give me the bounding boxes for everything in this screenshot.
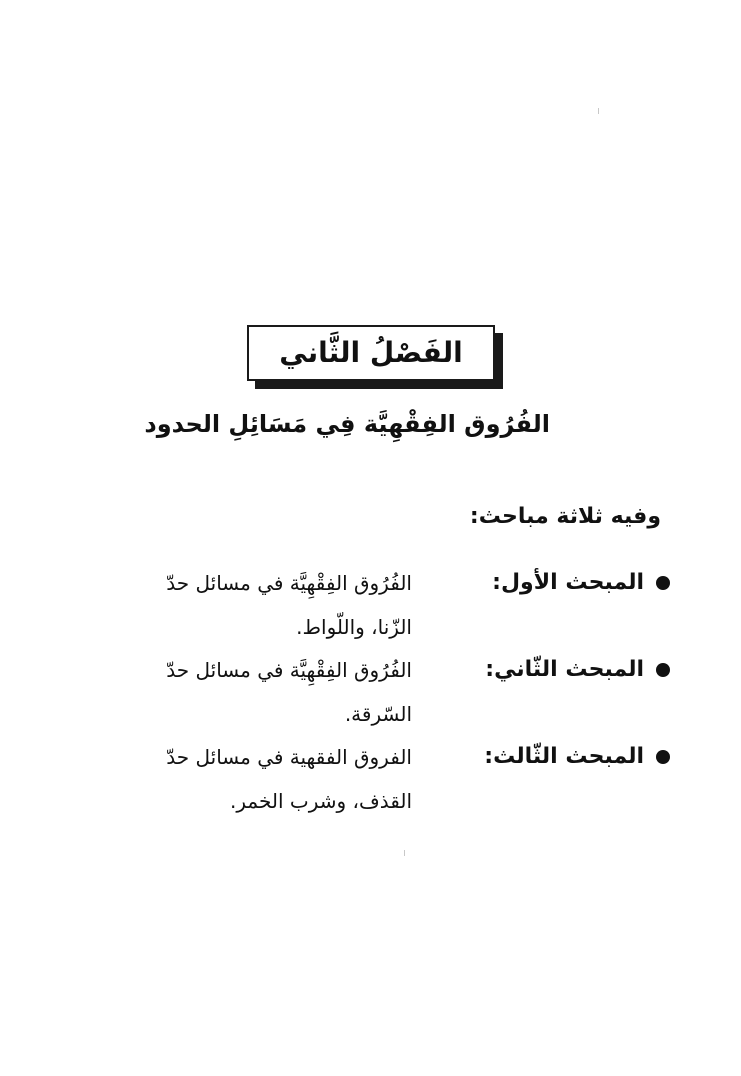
topic-line: الفُرُوق الفِقْهِيَّة في مسائل حدّ	[166, 658, 412, 682]
topic-line: الزّنا، واللّواط.	[296, 615, 412, 639]
scan-speck	[404, 850, 405, 856]
chapter-title: الفَصْلُ الثَّاني	[279, 336, 463, 369]
topic-label: المبحث الثّالث:	[484, 744, 644, 769]
topic-line: الفُرُوق الفِقْهِيَّة في مسائل حدّ	[166, 571, 412, 595]
scan-speck	[598, 108, 599, 114]
topic-line: السّرقة.	[344, 702, 412, 726]
bullet-icon	[656, 663, 670, 677]
topic-line: القذف، وشرب الخمر.	[230, 789, 412, 813]
intro-line: وفيه ثلاثة مباحث:	[469, 504, 661, 529]
chapter-subtitle: الفُرُوق الفِقْهِيَّة فِي مَسَائِلِ الحدود	[144, 410, 550, 438]
topic-description	[80, 735, 412, 823]
topic-description	[80, 648, 412, 736]
topic-description	[80, 561, 412, 649]
topic-heading	[430, 648, 670, 692]
topic-heading	[430, 735, 670, 779]
topic-heading	[430, 561, 670, 605]
topic-label: المبحث الأول:	[492, 570, 644, 595]
bullet-icon	[656, 576, 670, 590]
chapter-heading-box	[247, 325, 495, 381]
chapter-box-frame	[247, 325, 495, 381]
bullet-icon	[656, 750, 670, 764]
topic-line: الفروق الفقهية في مسائل حدّ	[166, 745, 412, 769]
topic-label: المبحث الثّاني:	[485, 657, 644, 682]
